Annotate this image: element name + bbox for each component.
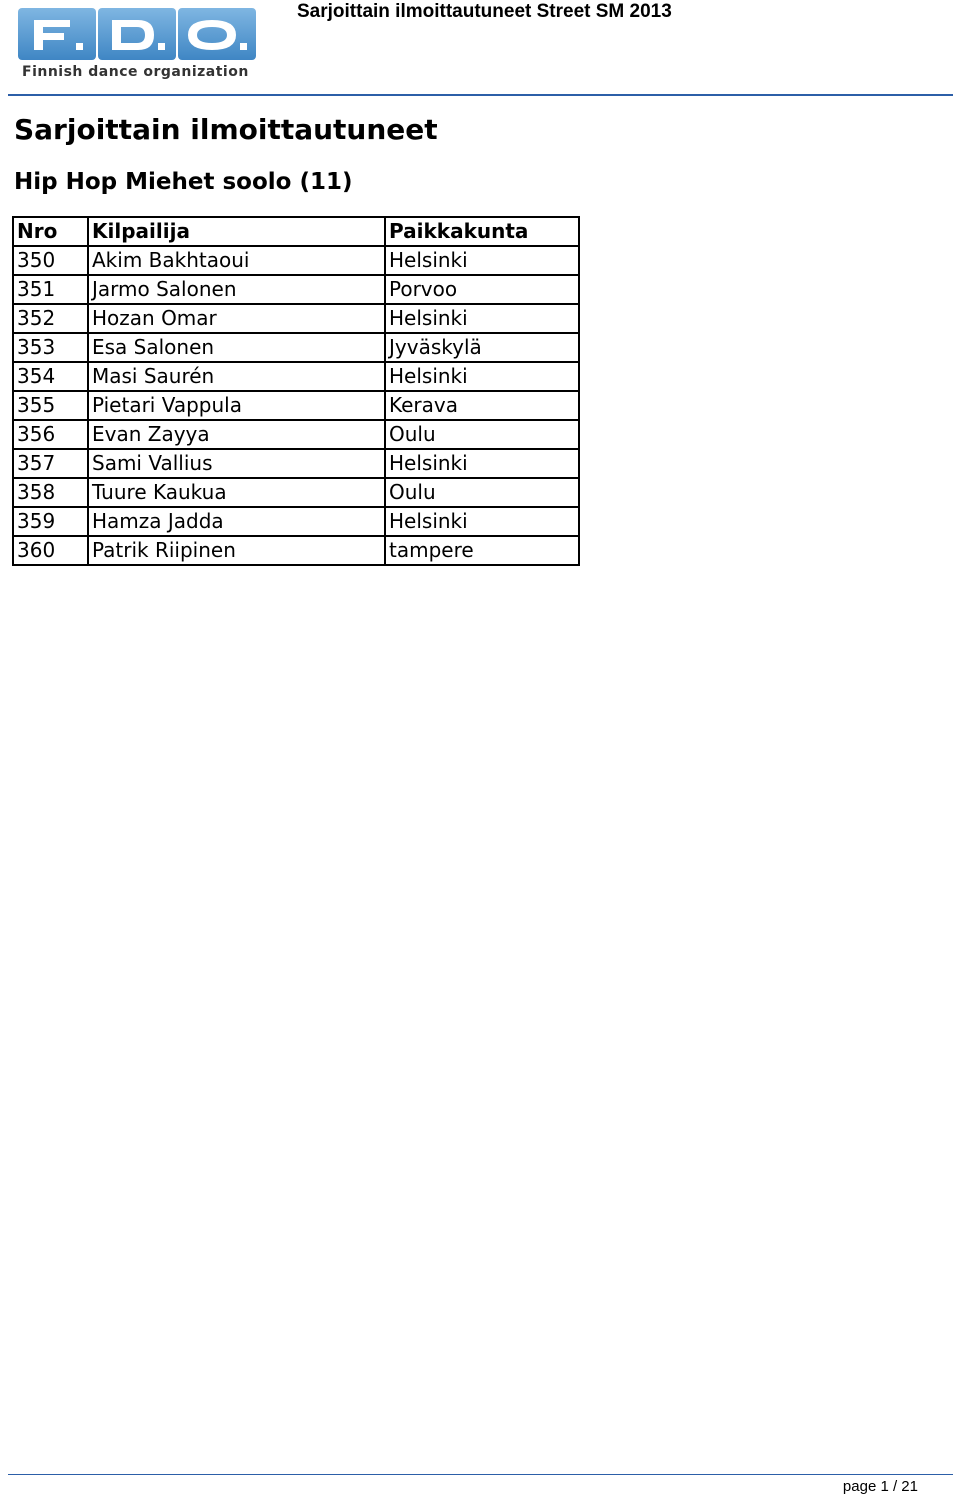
- cell-kilpailija: Esa Salonen: [88, 333, 385, 362]
- page-number: page 1 / 21: [842, 1478, 918, 1495]
- cell-nro: 352: [13, 304, 88, 333]
- cell-paikkakunta: Helsinki: [385, 362, 579, 391]
- table-row: [13, 536, 579, 565]
- cell-nro: 355: [13, 391, 88, 420]
- cell-kilpailija: Jarmo Salonen: [88, 275, 385, 304]
- cell-paikkakunta: tampere: [385, 536, 579, 565]
- cell-nro: 354: [13, 362, 88, 391]
- table-row: [13, 420, 579, 449]
- cell-nro: 356: [13, 420, 88, 449]
- cell-paikkakunta: Porvoo: [385, 275, 579, 304]
- cell-paikkakunta: Helsinki: [385, 507, 579, 536]
- column-header-kilpailija: Kilpailija: [88, 217, 385, 246]
- column-header-nro: Nro: [13, 217, 88, 246]
- cell-paikkakunta: Kerava: [385, 391, 579, 420]
- page-header: [0, 0, 960, 96]
- header-divider: [8, 94, 953, 96]
- cell-kilpailija: Sami Vallius: [88, 449, 385, 478]
- table-row: [13, 333, 579, 362]
- cell-paikkakunta: Oulu: [385, 420, 579, 449]
- logo-box-f: [18, 8, 96, 60]
- table-body: [13, 246, 579, 565]
- fdo-logo: [18, 8, 262, 86]
- cell-nro: 358: [13, 478, 88, 507]
- cell-kilpailija: Tuure Kaukua: [88, 478, 385, 507]
- cell-nro: 360: [13, 536, 88, 565]
- logo-letter-d: [98, 8, 176, 60]
- cell-paikkakunta: Jyväskylä: [385, 333, 579, 362]
- logo-letter-f: [18, 8, 96, 60]
- table-header-row: [13, 217, 579, 246]
- cell-kilpailija: Evan Zayya: [88, 420, 385, 449]
- cell-kilpailija: Masi Saurén: [88, 362, 385, 391]
- cell-kilpailija: Hamza Jadda: [88, 507, 385, 536]
- cell-kilpailija: Hozan Omar: [88, 304, 385, 333]
- document-title: Sarjoittain ilmoittautuneet Street SM 2013: [297, 1, 672, 22]
- cell-nro: 350: [13, 246, 88, 275]
- footer-divider: [8, 1474, 953, 1475]
- table-row: [13, 449, 579, 478]
- category-title: Hip Hop Miehet soolo (11): [14, 169, 353, 195]
- cell-nro: 351: [13, 275, 88, 304]
- table-row: [13, 246, 579, 275]
- logo-letter-boxes: [18, 8, 256, 60]
- logo-box-o: [178, 8, 256, 60]
- table-row: [13, 304, 579, 333]
- cell-paikkakunta: Helsinki: [385, 304, 579, 333]
- logo-tagline: Finnish dance organization: [22, 64, 249, 80]
- cell-kilpailija: Akim Bakhtaoui: [88, 246, 385, 275]
- logo-box-d: [98, 8, 176, 60]
- page-title: Sarjoittain ilmoittautuneet: [14, 113, 438, 146]
- cell-nro: 359: [13, 507, 88, 536]
- table-row: [13, 275, 579, 304]
- table-row: [13, 507, 579, 536]
- logo-letter-o: [178, 8, 256, 60]
- cell-paikkakunta: Helsinki: [385, 449, 579, 478]
- cell-kilpailija: Pietari Vappula: [88, 391, 385, 420]
- table-row: [13, 391, 579, 420]
- entries-table: [12, 216, 580, 566]
- cell-paikkakunta: Oulu: [385, 478, 579, 507]
- cell-paikkakunta: Helsinki: [385, 246, 579, 275]
- table-row: [13, 362, 579, 391]
- cell-nro: 353: [13, 333, 88, 362]
- cell-nro: 357: [13, 449, 88, 478]
- cell-kilpailija: Patrik Riipinen: [88, 536, 385, 565]
- table-row: [13, 478, 579, 507]
- column-header-paikkakunta: Paikkakunta: [385, 217, 579, 246]
